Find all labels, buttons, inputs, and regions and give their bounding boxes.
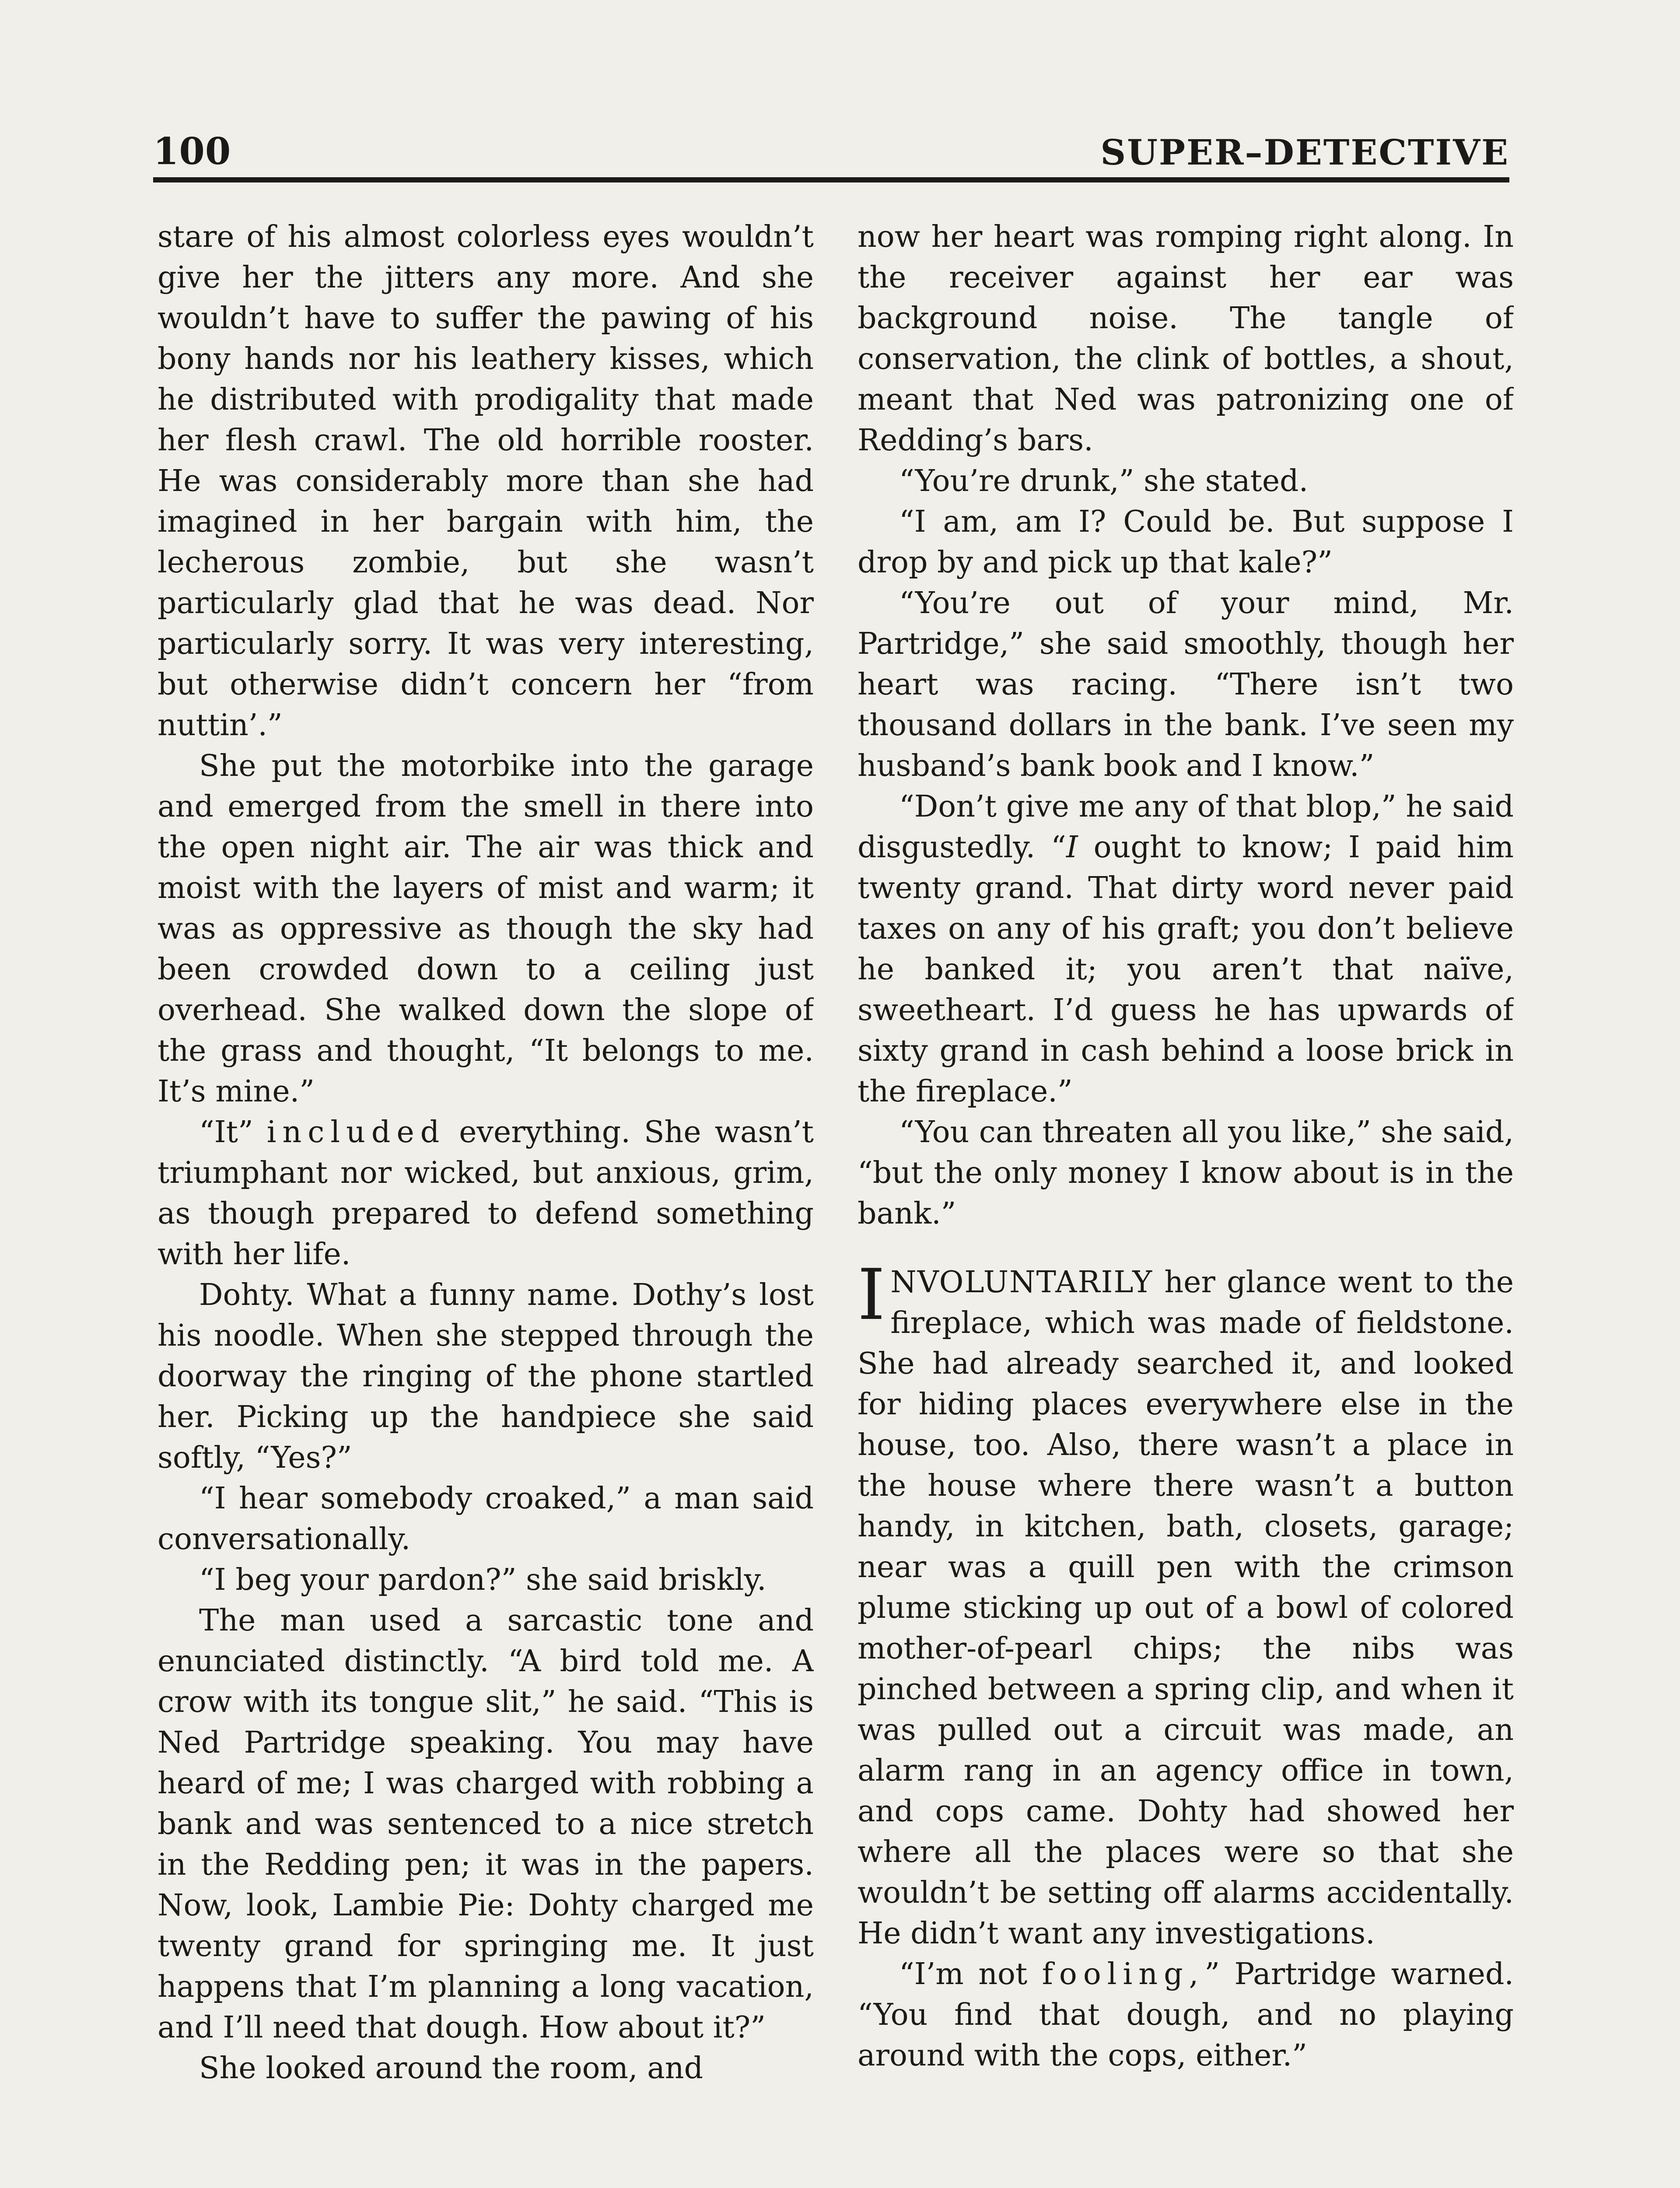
paragraph: now her heart was romping right along. In the receiver against her ear was background noise. The tangle of conservation, the clink of bottles, a shout, meant that Ned was patronizing one of Redding’s bars. <box>858 220 1514 458</box>
paragraph: stare of his almost colorless eyes wouldn’t give her the jitters any more. And she wouldn’t have to suffer the pawing of his bony hands nor his leathery kisses, which he distributed with prodigality that made her flesh crawl. The old horrible rooster. He was considerably more than she had imagined in her bargain with him, the lecherous zombie, but she wasn’t particularly glad that he was dead. Nor particularly sorry. It was very interesting, but otherwise didn’t concern her “from nuttin’.” <box>158 220 814 743</box>
left-text-column <box>158 217 814 2188</box>
drop-cap: I <box>858 1254 886 1336</box>
paragraph-text: ” Partridge warned. “You find that dough, and no playing around with the cops, either.” <box>858 1957 1514 2073</box>
paragraph: “You can threaten all you like,” she said, “but the only money I know about is in the bank.” <box>858 1115 1514 1231</box>
paragraph: Dohty. What a funny name. Dothy’s lost his noodle. When she stepped through the doorway the ringing of the phone startled her. Picking up the handpiece she said softly, “Yes?” <box>158 1278 814 1475</box>
paragraph <box>858 1954 1514 2076</box>
paragraph: The man used a sarcastic tone and enunciated distinctly. “A bird told me. A crow with its tongue slit,” he said. “This is Ned Partridge speaking. You may have heard of me; I was charged with robbing a bank and was sentenced to a nice stretch in the Redding pen; it was in the papers. Now, look, Lambie Pie: Dohty charged me twenty grand for springing me. It just happens that I’m planning a long vacation, and I’ll need that dough. How about it?” <box>158 1603 814 2045</box>
paragraph: “I beg your pardon?” she said briskly. <box>199 1563 766 1597</box>
paragraph <box>158 1112 814 1275</box>
paragraph-text: “I’m not <box>899 1957 1028 1992</box>
paragraph-text: “Don’t give me any of that blop,” he said disgustedly. “ <box>858 789 1514 865</box>
section-opening-paragraph <box>858 1254 1514 1954</box>
paragraph-text: ought to know; I paid him twenty grand. That dirty word never paid taxes on any of his graft; you don’t believe he banked it; you aren’t that naïve, sweetheart. I’d guess he has upwards of sixty grand in cash behind a loose brick in the fireplace.” <box>858 830 1514 1109</box>
running-title: SUPER–DETECTIVE <box>1100 132 1509 173</box>
paragraph-text: “It” <box>199 1115 253 1150</box>
paragraph: “You’re out of your mind, Mr. Partridge,” she said smoothly, though her heart was racing. “There isn’t two thousand dollars in the bank. I’ve seen my husband’s bank book and I know.” <box>858 586 1514 783</box>
emphasized-word: included <box>266 1115 446 1150</box>
paragraph <box>858 786 1514 1112</box>
paragraph: “I am, am I? Could be. But suppose I drop by and pick up that kale?” <box>858 505 1514 580</box>
paragraph: “I hear somebody croaked,” a man said conversationally. <box>158 1481 814 1557</box>
page-number: 100 <box>153 130 231 173</box>
lead-in-caps: NVOLUNTARILY <box>890 1265 1153 1300</box>
paragraph: “You’re drunk,” she stated. <box>899 464 1309 498</box>
paragraph-text: everything. She wasn’t triumphant nor wicked, but anxious, grim, as though prepared to defend something with her life. <box>158 1115 814 1272</box>
paragraph: She looked around the room, and <box>199 2051 704 2086</box>
page-header <box>153 125 1509 182</box>
right-text-column <box>858 217 1514 2188</box>
emphasized-word: fooling, <box>1042 1957 1205 1992</box>
italic-word: I <box>1066 830 1078 865</box>
paragraph-text: her glance went to the fireplace, which was made of fieldstone. She had already searched it, and looked for hiding places everywhere else in the house, too. Also, there wasn’t a place in the house where there wasn’t a button handy, in kitchen, bath, closets, garage; near was a quill pen with the crimson plume sticking up out of a bowl of colored mother-of-pearl chips; the nibs was pinched between a spring clip, and when it was pulled out a circuit was made, an alarm rang in an agency office in town, and cops came. Dohty had showed her where all the places were so that she wouldn’t be setting off alarms accidentally. He didn’t want any investigations. <box>858 1265 1514 1951</box>
paragraph: She put the motorbike into the garage and emerged from the smell in there into the open night air. The air was thick and moist with the layers of mist and warm; it was as oppressive as though the sky had been crowded down to a ceiling just overhead. She walked down the slope of the grass and thought, “It belongs to me. It’s mine.” <box>158 749 814 1109</box>
